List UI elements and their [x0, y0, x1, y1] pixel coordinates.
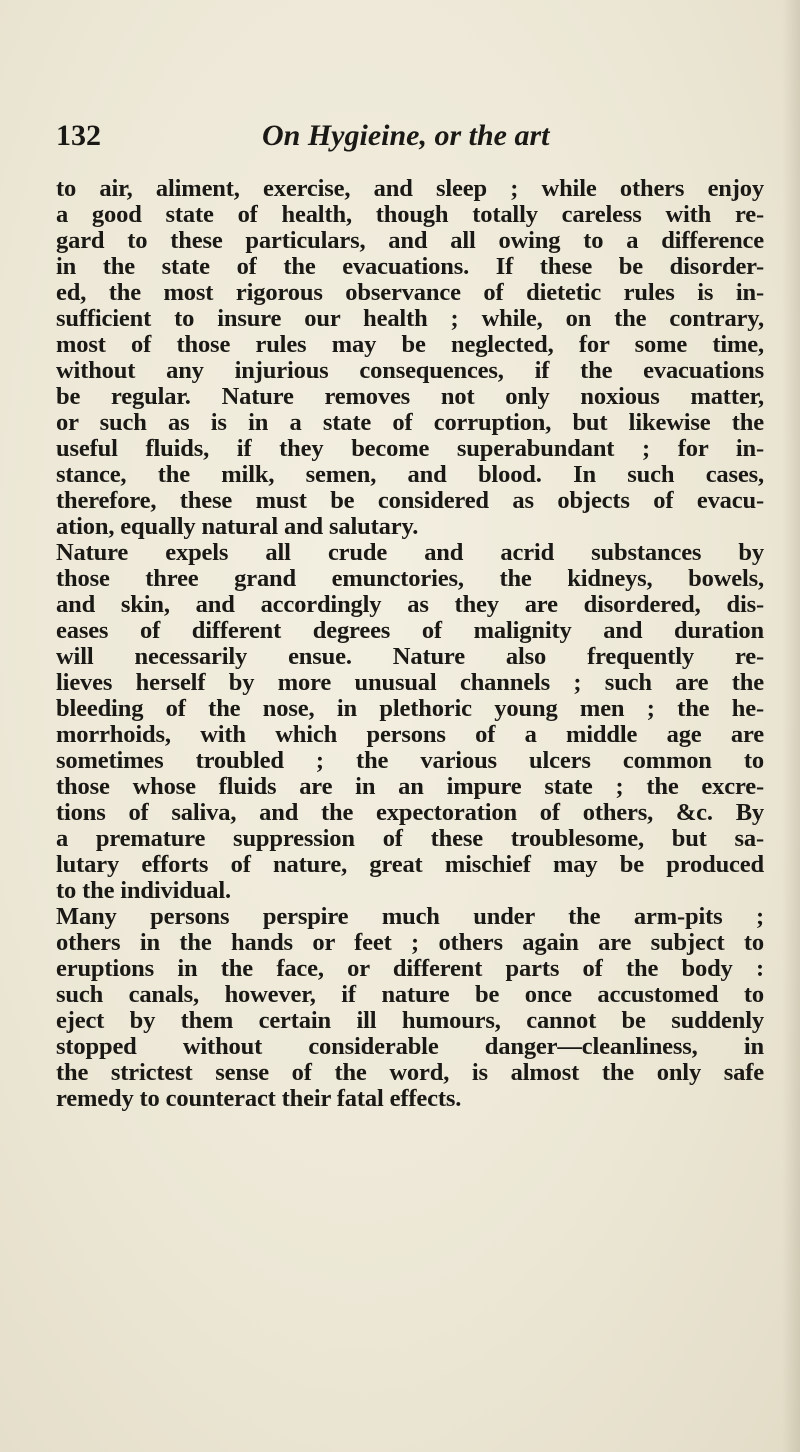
text-line: ation, equally natural and salutary.	[56, 513, 419, 540]
running-title: On Hygieine, or the art	[262, 119, 550, 152]
text-line: remedy to counteract their fatal effects.	[56, 1085, 462, 1112]
text-line: sometimes troubled ; the various ulcers common to	[56, 747, 764, 774]
text-line: sufficient to insure our health ; while, on the contrary,	[56, 305, 764, 332]
text-line: those whose fluids are in an impure state ; the excre-	[56, 773, 764, 800]
paragraph-start-line: Nature expels all crude and acrid substances by	[56, 539, 764, 566]
text-line: eject by them certain ill humours, cannot be suddenly	[56, 1007, 764, 1034]
text-line: or such as is in a state of corruption, but likewise the	[56, 409, 764, 436]
text-line: will necessarily ensue. Nature also frequently re-	[56, 643, 764, 670]
text-line: stopped without considerable danger—cleanliness, in	[56, 1033, 764, 1060]
text-line: lieves herself by more unusual channels ; such are the	[56, 669, 764, 696]
page-edge-shadow	[782, 0, 800, 1452]
text-line: the strictest sense of the word, is almost the only safe	[56, 1059, 764, 1086]
text-line: to air, aliment, exercise, and sleep ; while others enjoy	[56, 175, 764, 202]
text-line: most of those rules may be neglected, for some time,	[56, 331, 764, 358]
text-line: eruptions in the face, or different parts of the body :	[56, 955, 764, 982]
text-line: eases of different degrees of malignity and duration	[56, 617, 764, 644]
text-line: therefore, these must be considered as objects of evacu-	[56, 487, 764, 514]
text-line: a good state of health, though totally careless with re-	[56, 201, 764, 228]
text-line: and skin, and accordingly as they are disordered, dis-	[56, 591, 764, 618]
running-head	[56, 118, 756, 154]
text-line: ed, the most rigorous observance of dietetic rules is in-	[56, 279, 764, 306]
text-line: bleeding of the nose, in plethoric young men ; the he-	[56, 695, 764, 722]
page-number: 132	[56, 119, 101, 152]
text-line: gard to these particulars, and all owing to a difference	[56, 227, 764, 254]
text-line: to the individual.	[56, 877, 231, 904]
text-line: such canals, however, if nature be once accustomed to	[56, 981, 764, 1008]
text-line: others in the hands or feet ; others again are subject to	[56, 929, 764, 956]
body-text	[56, 176, 764, 1112]
text-line: a premature suppression of these troublesome, but sa-	[56, 825, 764, 852]
text-line: those three grand emunctories, the kidneys, bowels,	[56, 565, 764, 592]
text-line: without any injurious consequences, if the evacuations	[56, 357, 764, 384]
text-line: useful fluids, if they become superabundant ; for in-	[56, 435, 764, 462]
text-line: be regular. Nature removes not only noxious matter,	[56, 383, 764, 410]
text-line: morrhoids, with which persons of a middle age are	[56, 721, 764, 748]
text-line: tions of saliva, and the expectoration of others, &c. By	[56, 799, 764, 826]
paragraph-start-line: Many persons perspire much under the arm-pits ;	[56, 903, 764, 930]
text-line: stance, the milk, semen, and blood. In such cases,	[56, 461, 764, 488]
text-line: in the state of the evacuations. If these be disorder-	[56, 253, 764, 280]
text-line: lutary efforts of nature, great mischief may be produced	[56, 851, 764, 878]
